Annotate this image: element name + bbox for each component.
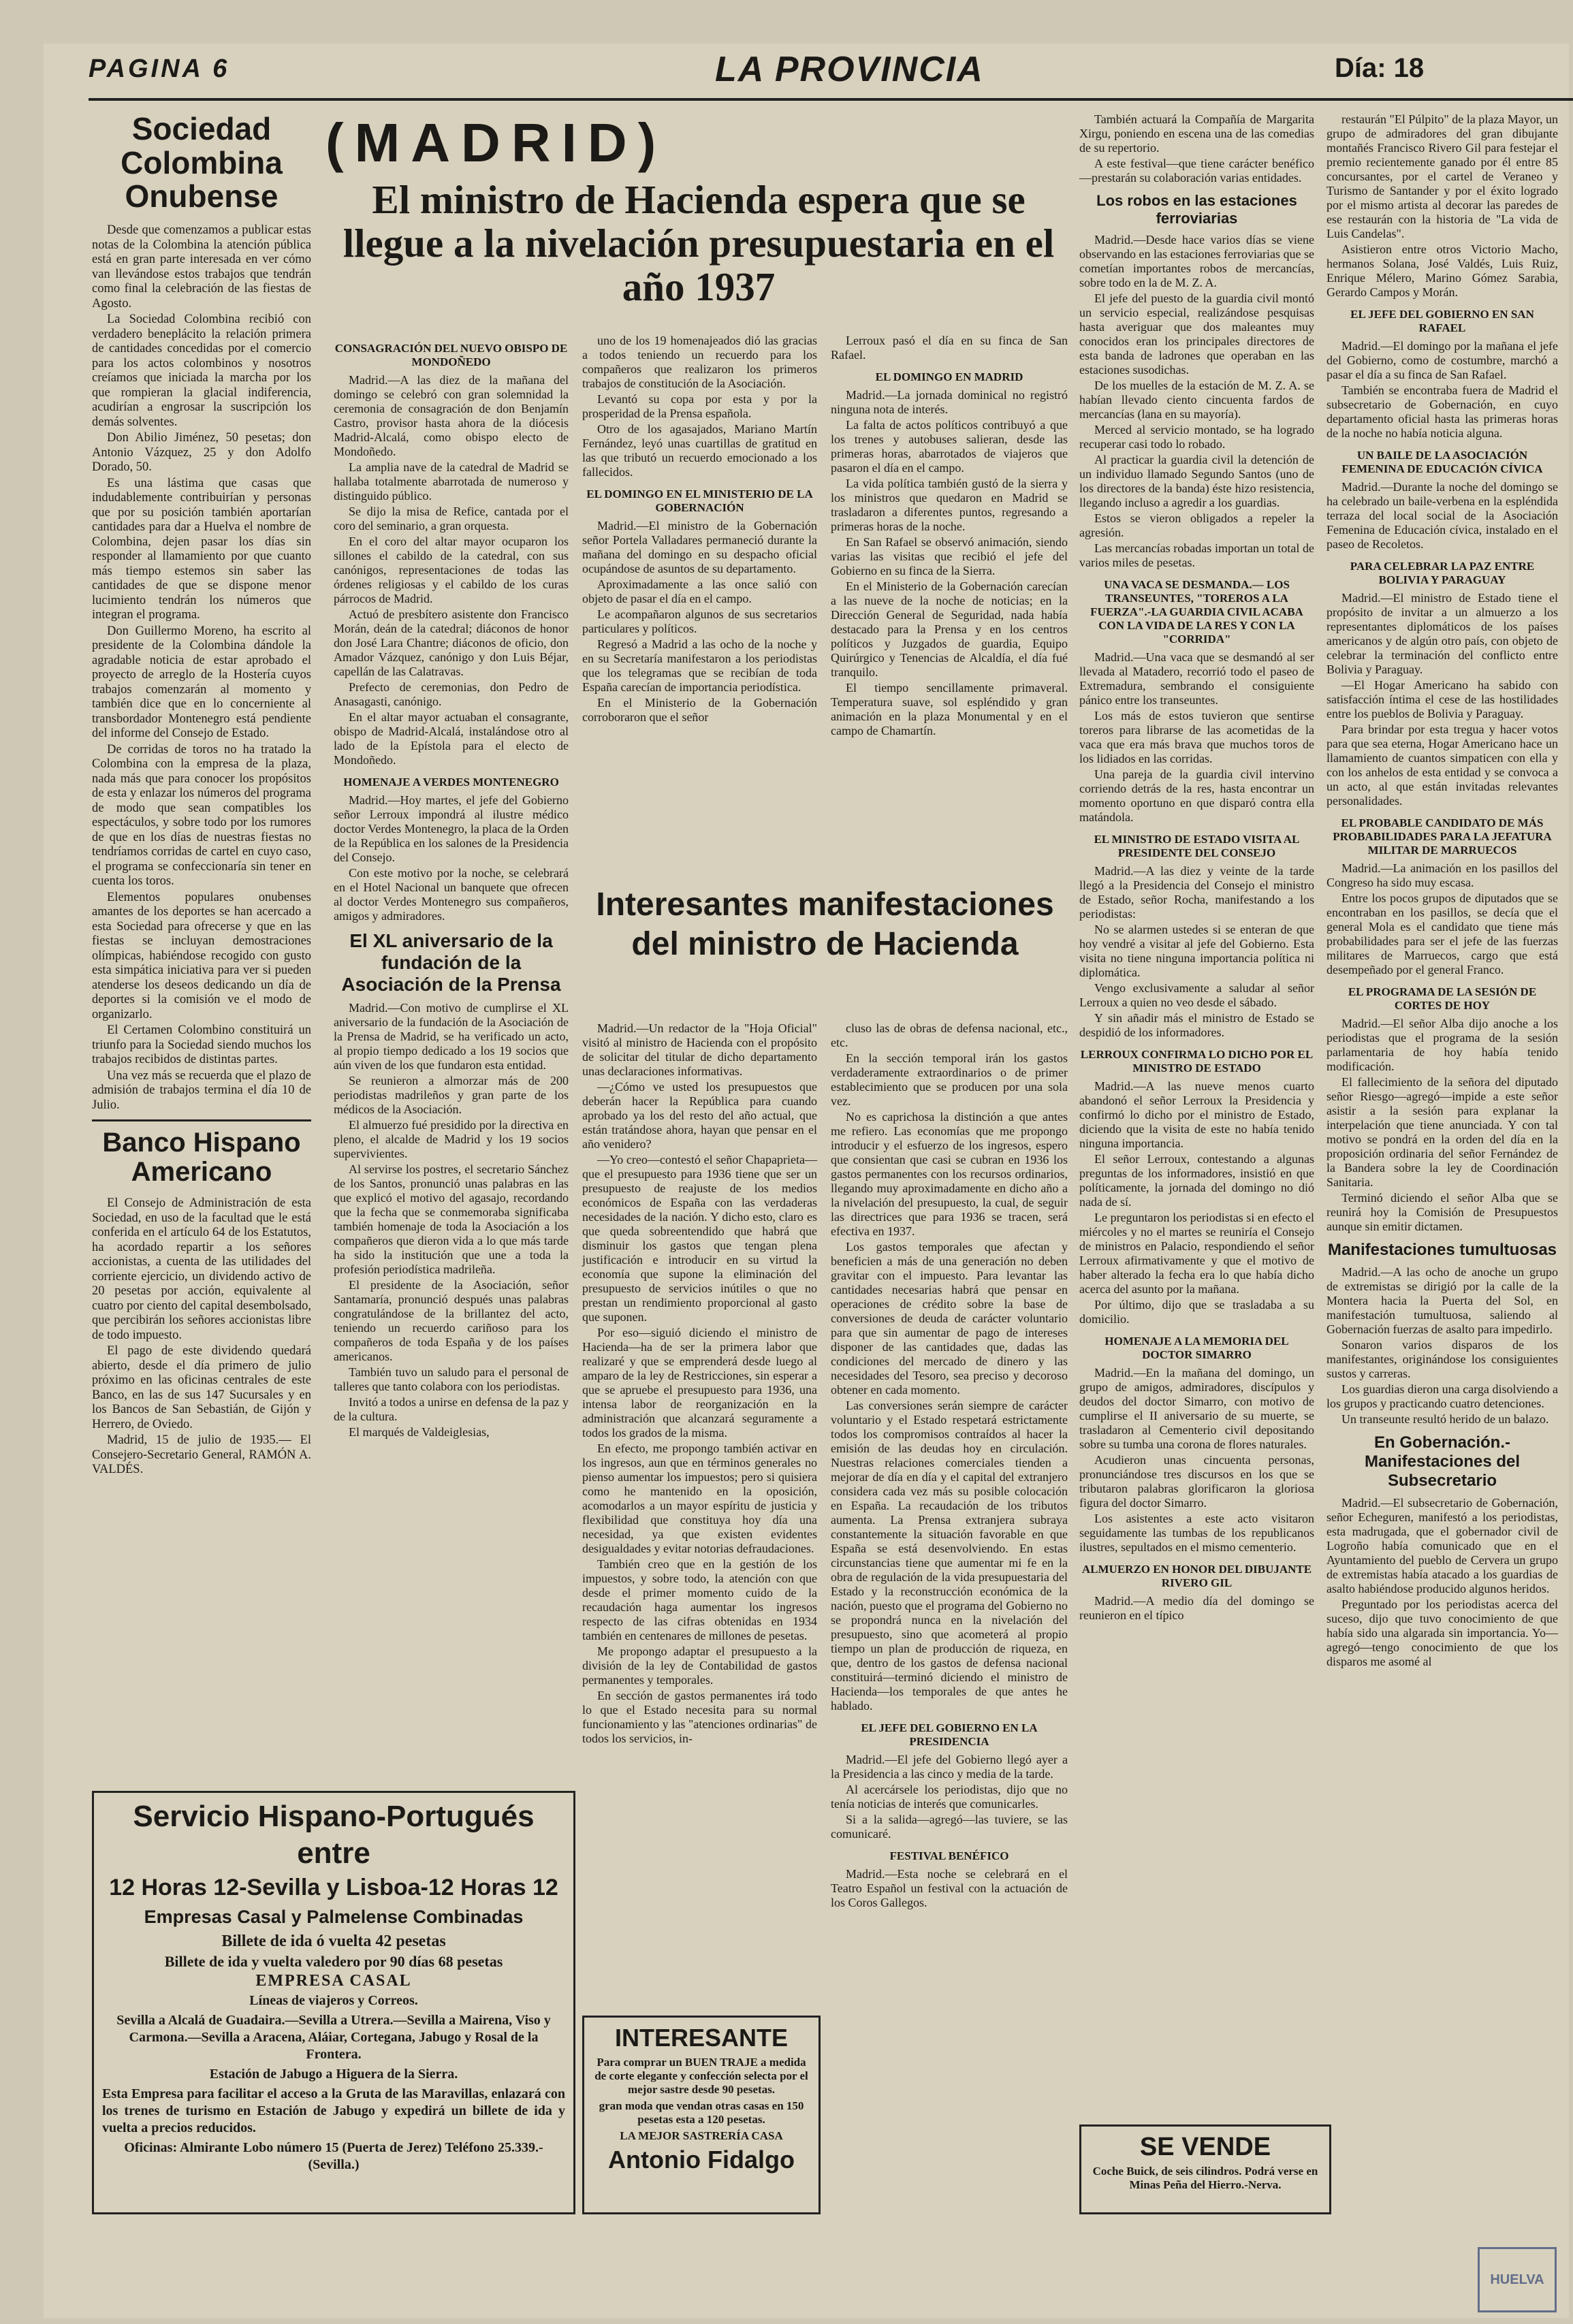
section-heading: EL DOMINGO EN MADRID: [875, 370, 1023, 383]
paragraph: Le acompañaron algunos de sus secretarios particulares y políticos.: [582, 607, 817, 635]
paragraph: Por último, dijo que se trasladaba a su domicilio.: [1079, 1298, 1314, 1326]
paragraph: Madrid.—Esta noche se celebrará en el Teatro Español un festival con la actuación de los Coros Gallegos.: [831, 1867, 1068, 1909]
paragraph: —¿Cómo ve usted los presupuestos que deberán hacer la República para cuando aprobado ya los del resto del año actual, que están tratándose ahora, hayan que pensar en el año venidero?: [582, 1080, 817, 1151]
paragraph: Preguntado por los periodistas acerca del suceso, dijo que tuvo conocimiento de que había sido una algarada sin importancia. Yo—agregó—tengo conocimiento de que los disparos me asomé al: [1326, 1597, 1558, 1668]
section-heading: En Gobernación.-Manifestaciones del Subsecretario: [1364, 1433, 1521, 1490]
newspaper-title: LA PROVINCIA: [715, 50, 984, 89]
ad-servicio-hispano-portugues: [92, 1791, 575, 2214]
paragraph: El Consejo de Administración de esta Sociedad, en uso de la facultad que le está conferida en el artículo 64 de los Estatutos, ha acordado repartir a los señores accionistas, a cuenta de las utilidades del corriente ejercicio, un dividendo activo de 20 pesetas por acción, equivalente al cuatro por ciento del capital desembolsado, que percibirán los señores accionistas libre de todo impuesto.: [92, 1196, 311, 1342]
paragraph: El jefe del puesto de la guardia civil montó un servicio especial, realizándose pesquisas hasta averiguar que dos maleantes muy conocidos eran los principales directores de esta banda de ladrones que operaban en las estaciones susodichas.: [1079, 291, 1314, 377]
paragraph: Madrid.—Durante la noche del domingo se ha celebrado un baile-verbena en la espléndida terraza del local social de la Asociación Femenina de Educación cívica, instalado en el paseo de Recoletos.: [1326, 480, 1558, 551]
section-heading: PARA CELEBRAR LA PAZ ENTRE BOLIVIA Y PARAGUAY: [1350, 560, 1535, 586]
ad-line: LA MEJOR SASTRERÍA CASA: [620, 2129, 783, 2142]
paragraph: Madrid.—En la mañana del domingo, un grupo de amigos, admiradores, discípulos y deudos del doctor Simarro, con motivo de cumplirse el II aniversario de su muerte, se trasladaron al Cementerio civil depositando sobre su tumba una corona de flores naturales.: [1079, 1366, 1314, 1451]
paragraph: Si a la salida—agregó—las tuviere, se las comunicaré.: [831, 1813, 1068, 1841]
section-heading: EL MINISTRO DE ESTADO VISITA AL PRESIDENTE DEL CONSEJO: [1094, 833, 1300, 859]
paragraph: Una vez más se recuerda que el plazo de admisión de trabajos termina el día 10 de Julio.: [92, 1068, 311, 1112]
paragraph: Madrid.—A las ocho de anoche un grupo de extremistas se dirigió por la calle de la Montera hacia la Puerta del Sol, en manifestación tumultuosa, saliendo al Gobernación fuerzas de asalto para impedirlo.: [1326, 1265, 1558, 1336]
paragraph: Los más de estos tuvieron que sentirse toreros para librarse de las acometidas de la vaca que era más brava que muchos toros de los lidiados en las corridas.: [1079, 709, 1314, 765]
paragraph: Regresó a Madrid a las ocho de la noche y en su Secretaría manifestaron a los periodistas que los telegramas que se recibían de toda España carecían de importancia periodística.: [582, 637, 817, 694]
ad-route: 12 Horas 12-Sevilla y Lisboa-12 Horas 12: [109, 1875, 558, 1900]
paragraph: Madrid.—El ministro de la Gobernación señor Portela Valladares permaneció durante la mañana del domingo en su despacho oficial ocupándose de asuntos de su departamento.: [582, 519, 817, 575]
section-heading: FESTIVAL BENÉFICO: [889, 1849, 1009, 1862]
paragraph: —Yo creo—contestó el señor Chapaprieta—que el presupuesto para 1936 tiene que ser un presupuesto de reajuste de los medios económicos de España con las verdaderas necesidades de la nación. Y dicho esto, claro es que queda sobreentendido que habrá que disminuir los gastos que tengan plena justificación e introducir en su virtud la economía que supone la eliminación del presupuesto de servicios inútiles o que no prestan un rendimiento proporcional al gasto que suponen.: [582, 1153, 817, 1324]
section-heading: UN BAILE DE LA ASOCIACIÓN FEMENINA DE EDUCACIÓN CÍVICA: [1341, 449, 1543, 475]
paragraph: Una pareja de la guardia civil intervino corriendo detrás de la res, hasta encontrar un momento oportuno en que disparó contra ella matándola.: [1079, 767, 1314, 824]
paragraph: La falta de actos políticos contribuyó a que los trenes y autobuses salieran, desde las primeras horas, abarrotados de viajeros que pasaron el día en el campo.: [831, 418, 1068, 475]
section-heading: HOMENAJE A VERDES MONTENEGRO: [343, 776, 559, 789]
section-heading: EL DOMINGO EN EL MINISTERIO DE LA GOBERNACIÓN: [586, 488, 813, 514]
paragraph: Madrid.—El domingo por la mañana el jefe del Gobierno, como de costumbre, marchó a pasar el día a su finca de San Rafael.: [1326, 339, 1558, 381]
section-heading: CONSAGRACIÓN DEL NUEVO OBISPO DE MONDOÑEDO: [334, 342, 568, 368]
paragraph: Los guardias dieron una carga disolviendo a los grupos y practicando cuatro detenciones.: [1326, 1382, 1558, 1410]
paragraph: Madrid.—A las nueve menos cuarto abandonó el señor Lerroux la Presidencia y confirmó lo dicho por el ministro de Estado, diciendo que la visita de este no había tenido ninguna importancia.: [1079, 1079, 1314, 1150]
paragraph: —El Hogar Americano ha sabido con satisfacción íntima el cese de las hostilidades entre los pueblos de Bolivia y Paraguay.: [1326, 678, 1558, 720]
headline-banco: Banco Hispano Americano: [102, 1128, 301, 1188]
paragraph: Me propongo adaptar el presupuesto a la división de la ley de Contabilidad de gastos permanentes y temporales.: [582, 1644, 817, 1687]
paragraph: Para brindar por esta tregua y hacer votos para que sea eterna, Hogar Americano hace un llamamiento de cuantos simpaticen con ella y con los anhelos de esta entidad y se convoca a un acto, al que están invitadas relevantes personalidades.: [1326, 722, 1558, 808]
paragraph: De corridas de toros no ha tratado la Colombina con la empresa de la plaza, nada más que para conocer los propósitos de esta y enlazar los números del programa de modo que sean compatibles los espectáculos, y sobre todo por los rumores de que en los días de nuestras fiestas no tendríamos corridas de cartel en cuyo caso, el programa se confeccionaría sin tener en cuenta los toros.: [92, 742, 311, 889]
paragraph: Un transeunte resultó herido de un balazo.: [1341, 1412, 1549, 1426]
paragraph: Por eso—siguió diciendo el ministro de Hacienda—ha de ser la primera labor que realizaré y que se emprenderá desde luego al amparo de la ley de Restricciones, sin esperar a que se apruebe el presupuesto para 1936, una intensa labor de reorganización en la administración que alcanzará seguramente a todos los grados de la misma.: [582, 1326, 817, 1439]
paragraph: Se reunieron a almorzar más de 200 periodistas madrileños y gran parte de los médicos de la Asociación.: [334, 1074, 569, 1116]
paragraph: También tuvo un saludo para el personal de talleres que tanto colabora con los periodistas.: [334, 1365, 569, 1393]
ad-name: Antonio Fidalgo: [608, 2146, 795, 2174]
paragraph: Las mercancías robadas importan un total de varios miles de pesetas.: [1079, 541, 1314, 569]
archive-stamp: HUELVA: [1478, 2247, 1557, 2312]
column-madrid-2: [582, 334, 817, 726]
ad-offices: Oficinas: Almirante Lobo número 15 (Puerta de Jerez) Teléfono 25.339.-(Sevilla.): [124, 2140, 543, 2172]
paragraph: Madrid.—Con motivo de cumplirse el XL aniversario de la fundación de la Asociación de la Prensa de Madrid, se ha verificado un acto, al propio tiempo dedicado a los 19 socios que aún viven de los que fundaron esta entidad.: [334, 1001, 569, 1072]
paragraph: Las conversiones serán siempre de carácter voluntario y el Estado respetará estrictamente todos los compromisos contraídos al hacer la emisión de las deudas hoy en circulación. Nuestras relaciones comerciales tienden a mejorar de día en día y el capital del extranjero considera cada vez más su posible colocación en España. La recaudación de los tributos aumenta. La Prensa extranjera subraya constantemente la situación favorable en que España se está desenvolviendo. En estas circunstancias tiene que aumentar mi fe en la obra de regulación de la vida presupuestaria del Estado y la reconstrucción económica de la nación, puesto que el programa del Gobierno no se propondrá nunca en la nivelación del presupuesto, sino que acometerá al propio tiempo un plan de producción de riqueza, en que, dentro de los gastos de defensa nacional constituirá—terminó diciendo el ministro de Hacienda—los temporales de que antes he hablado.: [831, 1399, 1068, 1713]
ad-line: Para comprar un BUEN TRAJE a medida de corte elegante y confección selecta por el mejor sastre desde 90 pesetas.: [594, 2056, 808, 2096]
main-headline: El ministro de Hacienda espera que se llegue a la nivelación presupuestaria en el año 1937: [343, 177, 1055, 309]
paragraph: El presidente de la Asociación, señor Santamaría, pronunció después unas palabras congratulándose de la brillantez del acto, teniendo un recuerdo cariñoso para los compañeros de toda España y de los países americanos.: [334, 1278, 569, 1363]
paragraph: En la sección temporal irán los gastos verdaderamente extraordinarios o de primer establecimiento que se producen por una sola vez.: [831, 1051, 1068, 1108]
paragraph: Desde que comenzamos a publicar estas notas de la Colombina la atención pública está en gran parte interesada en ver cómo van llevándose estos trabajos que tendrán como final la celebración de las fiestas de Agosto.: [92, 223, 311, 311]
paragraph: En el Ministerio de la Gobernación corroboraron que el señor: [582, 696, 817, 724]
section-heading: UNA VACA SE DESMANDA.— LOS TRANSEUNTES, "TOREROS A LA FUERZA".-LA GUARDIA CIVIL ACABA CON LA VIDA DE LA RES Y CON LA "CORRIDA": [1090, 578, 1303, 646]
ad-lines-title: Líneas de viajeros y Correos.: [249, 1993, 418, 2008]
paragraph: Madrid, 15 de julio de 1935.— El Consejero-Secretario General, RAMÓN A. VALDÉS.: [92, 1433, 311, 1477]
ad-title: INTERESANTE: [614, 2024, 789, 2052]
paragraph: Madrid.—A medio día del domingo se reunieron en el típico: [1079, 1594, 1314, 1622]
paragraph: Elementos populares onubenses amantes de los deportes se han acercado a esta Sociedad para ofrecerse y que en las fiestas se incluyan demostraciones olímpicas, habiéndose recogido con gusto esta simpática iniciativa para ver si pueden atenderse los deseos dedicando un día de deportes si la comisión ve el modo de organizarlo.: [92, 890, 311, 1021]
paragraph: A este festival—que tiene carácter benéfico—prestarán su colaboración varias entidades.: [1079, 157, 1314, 185]
paragraph: Otro de los agasajados, Mariano Martín Fernández, leyó unas cuartillas de gratitud en las que tributó un recuerdo emocionado a los fallecidos.: [582, 422, 817, 479]
section-heading: El XL aniversario de la fundación de la Asociación de la Prensa: [341, 930, 561, 995]
section-heading: LERROUX CONFIRMA LO DICHO POR EL MINISTRO DE ESTADO: [1080, 1048, 1314, 1075]
paragraph: El Certamen Colombino constituirá un triunfo para la Sociedad siendo muchos los trabajos recibidos de distintas partes.: [92, 1023, 311, 1067]
paragraph: Madrid.—El señor Alba dijo anoche a los periodistas que el programa de la sesión parlamentaria de hoy había tenido modificación.: [1326, 1017, 1558, 1073]
paragraph: También creo que en la gestión de los impuestos, y sobre todo, la atención con que desde el primer momento cuido de la recaudación haga aumentar los ingresos respecto de las cifras obtenidas en 1934 también en centenares de millones de pesetas.: [582, 1557, 817, 1642]
ad-se-vende: [1079, 2124, 1331, 2214]
ad-line: Esta Empresa para facilitar el acceso a la Gruta de las Maravillas, enlazará con los trenes de turismo en Estación de Jabugo y expedirá un billete de ida y vuelta a precios reducidos.: [102, 2086, 565, 2135]
paragraph: Sonaron varios disparos de los manifestantes, originándose los consiguientes sustos y carreras.: [1326, 1338, 1558, 1380]
paragraph: Lerroux pasó el día en su finca de San Rafael.: [831, 334, 1068, 362]
paragraph: Terminó diciendo el señor Alba que se reunirá hoy la Comisión de Presupuestos aunque sin emitir dictamen.: [1326, 1191, 1558, 1233]
paragraph: Don Guillermo Moreno, ha escrito al presidente de la Colombina dándole la agradable noticia de estar aprobado el proyecto de arreglo de la Hostería cuyos trabajos comenzarán al momento y también dice que en lo concerniente al transbordador Montenegro está pendiente del informe del Consejo de Estado.: [92, 624, 311, 741]
paragraph: El almuerzo fué presidido por la directiva en pleno, el alcalde de Madrid y los 19 socios supervivientes.: [334, 1118, 569, 1160]
section-heading: EL PROBABLE CANDIDATO DE MÁS PROBABILIDADES PARA LA JEFATURA MILITAR DE MARRUECOS: [1333, 816, 1552, 857]
madrid-header: [325, 112, 1072, 308]
ad-fare: Billete de ida y vuelta valedero por 90 días 68 pesetas: [164, 1953, 503, 1970]
paragraph: El fallecimiento de la señora del diputado señor Riesgo—agregó—impide a este señor asistir a la sesión para explanar la interpelación que tiene anunciada. Y con tal motivo se pondrá en la orden del día en la proposición ordinaria del señor Fernández de la Bandera sobre la ley de Coordinación Sanitaria.: [1326, 1075, 1558, 1189]
paragraph: Madrid.—El subsecretario de Gobernación, señor Echeguren, manifestó a los periodistas, esta madrugada, que el gobernador civil de Logroño había comunicado que en el Ayuntamiento del pueblo de Cervera un grupo de extremistas había atacado a los guardias de asalto habiéndose producido algunos heridos.: [1326, 1496, 1558, 1595]
paragraph: uno de los 19 homenajeados dió las gracias a todos teniendo un recuerdo para los compañeros que realizaron los primeros trabajos de constitución de la Asociación.: [582, 334, 817, 390]
ad-fare: Billete de ida ó vuelta 42 pesetas: [221, 1932, 446, 1950]
ad-line: Sevilla a Alcalá de Guadaira.—Sevilla a Utrera.—Sevilla a Mairena, Viso y Carmona.—Sevilla a Aracena, Aláiar, Cortegana, Jabugo y Rosal de la Frontera.: [116, 2013, 551, 2062]
paragraph: En San Rafael se observó animación, siendo varias las visitas que recibió el jefe del Gobierno en su finca de la Sierra.: [831, 535, 1068, 577]
ad-title: SE VENDE: [1139, 2133, 1271, 2161]
section-heading: EL JEFE DEL GOBIERNO EN LA PRESIDENCIA: [861, 1721, 1038, 1748]
paragraph: No es caprichosa la distinción a que antes me refiero. Las economías que me propongo introducir y el esfuerzo de los ingresos, espero que consientan que casi se cubran en 1936 los gastos permanentes con los recursos ordinarios, llegando muy aproximadamente en dicho año a la nivelación del presupuesto, la cual, de seguir las directrices que para 1936 se tracen, será efectiva en 1937.: [831, 1110, 1068, 1238]
madrid-tag: (MADRID): [325, 112, 667, 173]
column-madrid-1: [334, 334, 569, 1441]
paragraph: Madrid.—Desde hace varios días se viene observando en las estaciones ferroviarias que se cometían importantes robos de mercancías, sobre todo en la de M. Z. A.: [1079, 233, 1314, 289]
ad-line: Estación de Jabugo a Higuera de la Sierra.: [209, 2067, 458, 2082]
paragraph: En el coro del altar mayor ocuparon los sillones el cabildo de la catedral, con sus canónigos, representaciones de todas las órdenes religiosas y el cabildo de los curas párrocos de Madrid.: [334, 535, 569, 605]
paragraph: Madrid.—A las diez de la mañana del domingo se celebró con gran solemnidad la ceremonia de consagración de don Benjamín Castro, provisor hasta ahora de la diócesis Madrid-Alcalá, como obispo electo de Mondoñedo.: [334, 373, 569, 458]
paragraph: Madrid.—El ministro de Estado tiene el propósito de invitar a un almuerzo a los representantes diplomáticos de los países americanos y de algún otro país, con objeto de celebrar la terminación del conflicto entre Bolivia y Paraguay.: [1326, 591, 1558, 676]
day-label: Día: 18: [1335, 53, 1425, 83]
ad-companies: Empresas Casal y Palmelense Combinadas: [144, 1907, 524, 1927]
paragraph: Levantó su copa por esta y por la prosperidad de la Prensa española.: [582, 392, 817, 420]
column-5: [1079, 112, 1314, 1624]
headline-colombina: Sociedad Colombina Onubense: [121, 111, 283, 214]
section-heading: EL JEFE DEL GOBIERNO EN SAN RAFAEL: [1350, 308, 1534, 334]
ad-line: gran moda que vendan otras casas en 150 pesetas esta a 120 pesetas.: [599, 2099, 804, 2126]
column-colombina: [92, 112, 311, 1479]
masthead: [89, 50, 1573, 101]
paragraph: Entre los pocos grupos de diputados que se encontraban en los pasillos, se decía que el general Mola es el candidato que tiene más probabilidades para ser el jefe de las fuerzas militares de Marruecos, cargo que está desempeñado por el general Franco.: [1326, 891, 1558, 976]
section-heading: ALMUERZO EN HONOR DEL DIBUJANTE RIVERO GIL: [1081, 1563, 1312, 1589]
paragraph: Al acercársele los periodistas, dijo que no tenía noticias de interés que comunicarles.: [831, 1783, 1068, 1811]
paragraph: Merced al servicio montado, se ha logrado recuperar casi todo lo robado.: [1079, 423, 1314, 451]
paragraph: El tiempo sencillamente primaveral. Temperatura suave, sol espléndido y gran animación en la plaza Monumental y en el campo de Chamartín.: [831, 681, 1068, 737]
paragraph: Actuó de presbítero asistente don Francisco Morán, deán de la catedral; diáconos de honor don José Lara Chantre; diáconos de oficio, don Amador Vázquez, canónigo y don Luis Béjar, capellán de las Calatravas.: [334, 607, 569, 678]
paragraph: Madrid.—A las diez y veinte de la tarde llegó a la Presidencia del Consejo el ministro de Estado, señor Rocha, manifestando a los periodistas:: [1079, 864, 1314, 921]
paragraph: En el Ministerio de la Gobernación carecían a las nueve de la noche de noticias; en la Dirección General de Seguridad, nada había destacado para la Prensa y en los centros políticos y Juzgados de guardia, Equipo Quirúrgico y Tenencias de Alcaldía, el día fué tranquilo.: [831, 579, 1068, 679]
paragraph: Los asistentes a este acto visitaron seguidamente las tumbas de los republicanos ilustres, sepultados en el mismo cementerio.: [1079, 1512, 1314, 1554]
column-hacienda-2: [831, 1021, 1068, 1911]
paragraph: Prefecto de ceremonias, don Pedro de Anasagasti, canónigo.: [334, 680, 569, 708]
section-heading: HOMENAJE A LA MEMORIA DEL DOCTOR SIMARRO: [1105, 1335, 1289, 1361]
paragraph: Se dijo la misa de Refice, cantada por el coro del seminario, a gran orquesta.: [334, 505, 569, 532]
section-heading: Manifestaciones tumultuosas: [1327, 1241, 1557, 1259]
paragraph: El marqués de Valdeiglesias,: [349, 1425, 490, 1439]
paragraph: Acudieron unas cincuenta personas, pronunciándose tres discursos en los que se tributaron palabras glorificaron la gloriosa figura del doctor Simarro.: [1079, 1453, 1314, 1510]
paragraph: En efecto, me propongo también activar en los ingresos, aun que en términos generales no pienso aumentar los impuestos; pero si quisiera como he mantenido en la oposición, acomodarlos a un mayor espíritu de justicia y flexibilidad que constituya hoy día una necesidad, ya que existen evidentes desigualdades y evitar notorias defraudaciones.: [582, 1442, 817, 1555]
paragraph: En sección de gastos permanentes irá todo lo que el Estado necesita para su normal funcionamiento y las "atenciones ordinarias" de todos los servicios, in-: [582, 1689, 817, 1745]
paragraph: También se encontraba fuera de Madrid el subsecretario de Gobernación, en cuyo departamento oficial hasta las primeras horas de la noche no había noticia alguna.: [1326, 383, 1558, 440]
paragraph: Estos se vieron obligados a repeler la agresión.: [1079, 511, 1314, 539]
section-heading: EL PROGRAMA DE LA SESIÓN DE CORTES DE HOY: [1348, 985, 1537, 1012]
paragraph: El señor Lerroux, contestando a algunas preguntas de los informadores, insistió en que políticamente, la jornada del domingo no dió nada de sí.: [1079, 1152, 1314, 1209]
ad-title: Servicio Hispano-Portugués entre: [133, 1800, 535, 1870]
sub-headline: Interesantes manifestaciones del ministro de Hacienda: [596, 887, 1054, 962]
paragraph: Y sin añadir más el ministro de Estado se despidió de los informadores.: [1079, 1011, 1314, 1039]
paragraph: Le preguntaron los periodistas si en efecto el miércoles y no el martes se reuniría el Consejo de ministros en Palacio, respondiendo el señor Lerroux afirmativamente y que el motivo de haber alterado la fecha era lo que había dicho acerca del asunto por la mañana.: [1079, 1211, 1314, 1296]
column-madrid-3: [831, 334, 1068, 739]
paragraph: La Sociedad Colombina recibió con verdadero beneplácito la relación primera de cantidades concedidas por el comercio para los actos colombinos y nosotros creíamos que iniciada la marcha por los que rompieran la glacial indiferencia, acudirían a engrosar la suscripción los demás solventes.: [92, 313, 311, 429]
paragraph: Los gastos temporales que afectan y beneficien a más de una generación no deben gravitar con el impuesto. Para levantar las cantidades necesarias habrá que pensar en operaciones de crédito sobre la base de conversiones de deuda de carácter voluntario para que sin aumentar de pago de intereses disponer de las cantidades que, dadas las condiciones del mercado de dinero y las necesidades del Tesoro, sea preciso y decoroso obtener en cada momento.: [831, 1240, 1068, 1397]
paragraph: Don Abilio Jiménez, 50 pesetas; don Antonio Vázquez, 25 y don Adolfo Dorado, 50.: [92, 431, 311, 475]
ad-text: Coche Buick, de seis cilindros. Podrá verse en Minas Peña del Hierro.-Nerva.: [1092, 2165, 1318, 2191]
paragraph: También actuará la Compañía de Margarita Xirgu, poniendo en escena una de las comedias de su repertorio.: [1079, 112, 1314, 155]
ad-empresa: EMPRESA CASAL: [255, 1972, 412, 1990]
paragraph: Madrid.—Un redactor de la "Hoja Oficial" visitó al ministro de Hacienda con el propósito de solicitar del titular de dicho departamento unas declaraciones informativas.: [582, 1021, 817, 1078]
paragraph: Madrid.—Hoy martes, el jefe del Gobierno señor Lerroux impondrá al ilustre médico doctor Verdes Montenegro, la placa de la Orden de la República en los salones de la Presidencia del Consejo.: [334, 793, 569, 864]
paragraph: Al servirse los postres, el secretario Sánchez de los Santos, pronunció unas palabras en las que explicó el motivo del agasajo, recordando que la fecha que se conmemoraba significaba también homenaje de toda la Asociación a los compañeros que dieron vida a lo que más tarde ha sido la institución que une a toda la profesión periodística madrileña.: [334, 1162, 569, 1276]
paragraph: De los muelles de la estación de M. Z. A. se habían llevado ciento cincuenta fardos de mercancías (lana en su mayoría).: [1079, 379, 1314, 421]
paragraph: Con este motivo por la noche, se celebrará en el Hotel Nacional un banquete que ofrecen al doctor Verdes Montenegro sus compañeros, amigos y admiradores.: [334, 866, 569, 923]
divider: [92, 1119, 311, 1121]
paragraph: El pago de este dividendo quedará abierto, desde el día primero de julio próximo en las oficinas centrales de este Banco, en las de sus 147 Sucursales y en los Bancos de San Sebastián, de Gijón y Herrero, de Oviedo.: [92, 1344, 311, 1431]
paragraph: Invitó a todos a unirse en defensa de la paz y de la cultura.: [334, 1395, 569, 1423]
paragraph: La amplia nave de la catedral de Madrid se hallaba totalmente abarrotada de numeroso y distinguido público.: [334, 460, 569, 503]
paragraph: Madrid.—La jornada dominical no registró ninguna nota de interés.: [831, 388, 1068, 416]
ad-interesante: [582, 2016, 821, 2214]
paragraph: Madrid.—Una vaca que se desmandó al ser llevada al Matadero, recorrió todo el paseo de Extremadura, sembrando el consiguiente pánico entre los transeuntes.: [1079, 650, 1314, 707]
paragraph: Madrid.—El jefe del Gobierno llegó ayer a la Presidencia a las cinco y media de la tarde.: [831, 1753, 1068, 1781]
paragraph: En el altar mayor actuaban el consagrante, obispo de Madrid-Alcalá, instalándose otro al lado de la Epístola para el electo de Mondoñedo.: [334, 710, 569, 767]
column-6: [1326, 112, 1558, 1670]
column-hacienda-1: [582, 1021, 817, 1747]
paragraph: Madrid.—La animación en los pasillos del Congreso ha sido muy escasa.: [1326, 861, 1558, 889]
page-label: PAGINA 6: [89, 54, 230, 83]
paragraph: cluso las de obras de defensa nacional, etc., etc.: [831, 1021, 1068, 1049]
paragraph: Es una lástima que casas que indudablemente contribuirían y personas que por su posición también aportarían cantidades para dar a Huelva el nombre de Colombina, dejen pasar los días sin responder al llamamiento por que cuanto más tiempo estemos sin saber las cantidades de que se dispone menor lucimiento tendrán los números que integran el programa.: [92, 476, 311, 622]
paragraph: La vida política también gustó de la sierra y los ministros que quedaron en Madrid se trasladaron a diferentes puntos, regresando a primeras horas de la noche.: [831, 477, 1068, 533]
paragraph: Al practicar la guardia civil la detención de un individuo llamado Segundo Santos (uno de los directores de la banda) éste hizo resistencia, llegando incluso a agredir a los guardias.: [1079, 453, 1314, 509]
paragraph: restaurán "El Púlpito" de la plaza Mayor, un grupo de admiradores del gran dibujante montañés Francisco Rivero Gil para festejar el premio recientemente ganado por él entre 85 concursantes, por el cartel de Veraneo y Turismo de Santander y por el éxito logrado por el mismo artista al decorar las paredes de ese restaurán con la historia de "La vida de Luis Candelas".: [1326, 112, 1558, 240]
paragraph: No se alarmen ustedes si se enteran de que hoy vendré a visitar al jefe del Gobierno. Esta visita no tiene ninguna importancia política ni diplomática.: [1079, 923, 1314, 979]
paragraph: Aproximadamente a las once salió con objeto de pasar el día en el campo.: [582, 577, 817, 605]
paragraph: Vengo exclusivamente a saludar al señor Lerroux a quien no veo desde el sábado.: [1079, 981, 1314, 1009]
paragraph: Asistieron entre otros Victorio Macho, hermanos Solana, José Valdés, Luis Ruiz, Enrique Mélero, Marino Gómez Sarabia, Gerardo Campos y Morán.: [1326, 242, 1558, 299]
section-heading: Los robos en las estaciones ferroviarias: [1096, 192, 1297, 227]
